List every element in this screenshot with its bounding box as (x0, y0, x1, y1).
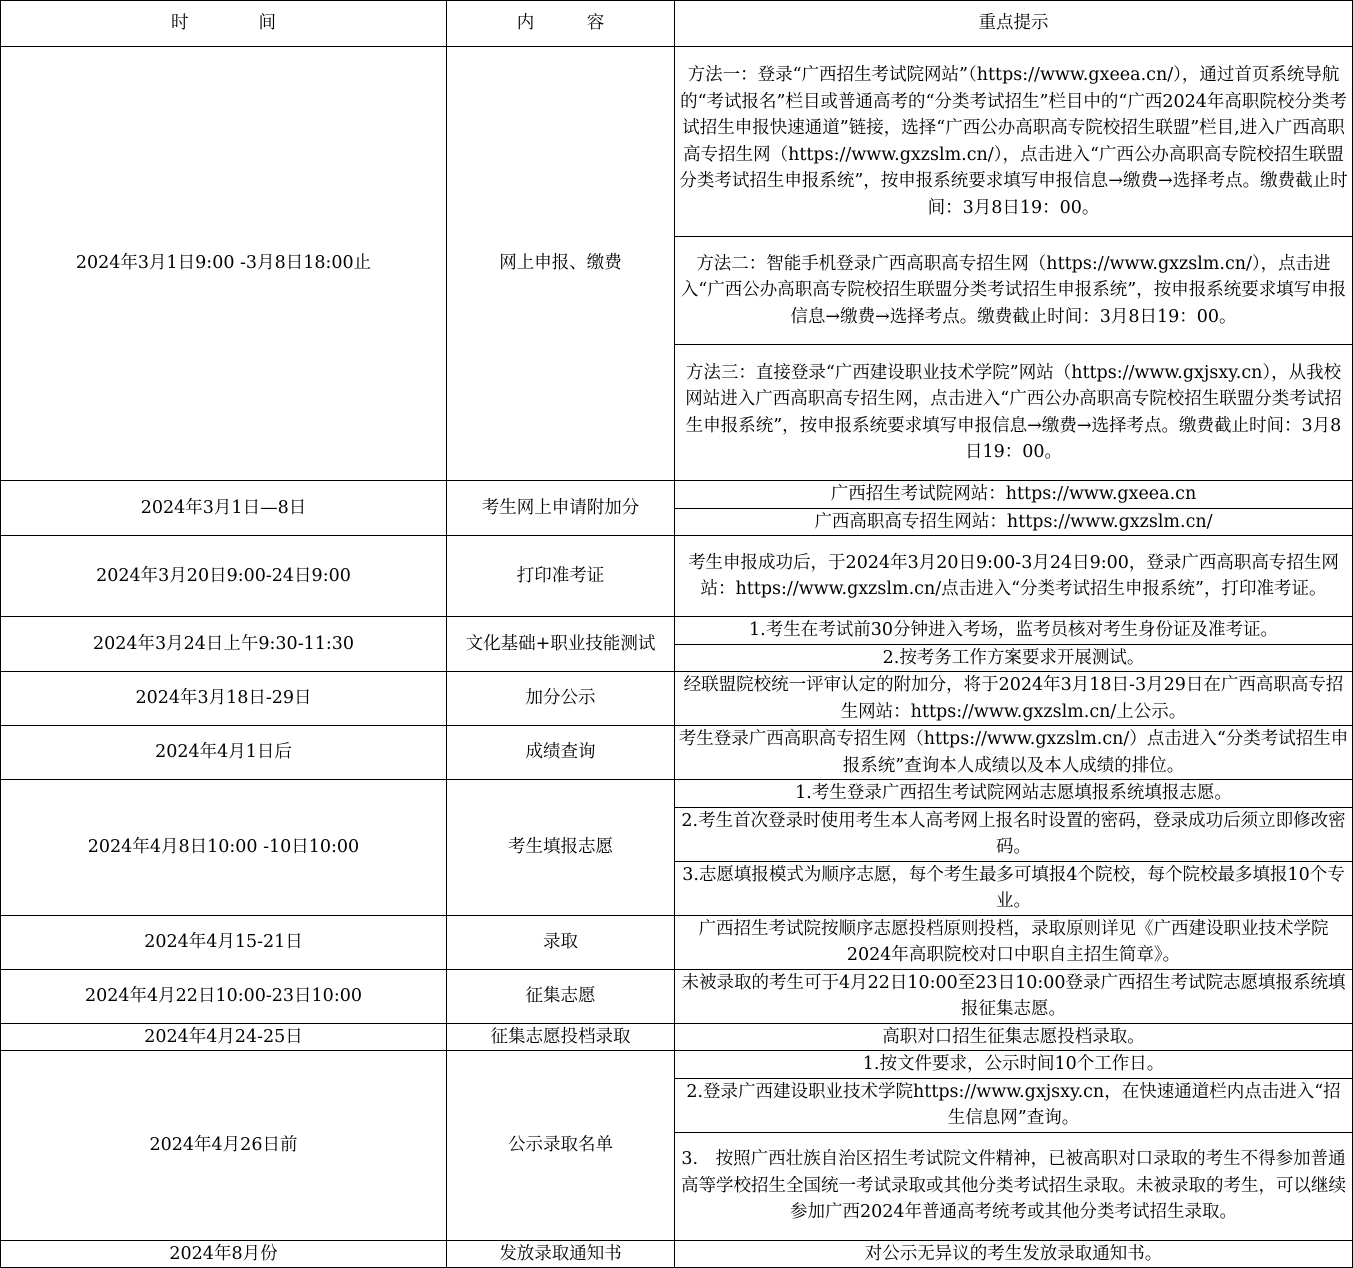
table-row (1, 1051, 1353, 1079)
notes-cell: 3.志愿填报模式为顺序志愿，每个考生最多可填报4个院校，每个院校最多填报10个专业。 (675, 861, 1353, 915)
notes-cell: 2.登录广西建设职业技术学院https://www.gxjsxy.cn，在快速通道栏内点击进入“招生信息网”查询。 (675, 1078, 1353, 1132)
table-row (1, 672, 1353, 726)
table-row (1, 780, 1353, 808)
notes-cell: 广西高职高专招生网站：https://www.gxzslm.cn/ (675, 508, 1353, 536)
notes-cell: 3. 按照广西壮族自治区招生考试院文件精神，已被高职对口录取的考生不得参加普通高等学校招生全国统一考试录取或其他分类考试招生录取。未被录取的考生，可以继续参加广西2024年普通高考统考或其他分类考试招生录取。 (675, 1132, 1353, 1240)
header-notes: 重点提示 (675, 1, 1353, 47)
table-row (1, 915, 1353, 969)
notes-cell: 广西招生考试院网站：https://www.gxeea.cn (675, 481, 1353, 509)
notes-cell: 1.按文件要求，公示时间10个工作日。 (675, 1051, 1353, 1079)
table-row (1, 726, 1353, 780)
time-cell: 2024年4月24-25日 (1, 1023, 447, 1051)
content-cell: 加分公示 (447, 672, 675, 726)
content-cell: 考生填报志愿 (447, 780, 675, 916)
notes-cell: 广西招生考试院按顺序志愿投档原则投档，录取原则详见《广西建设职业技术学院2024年高职院校对口中职自主招生简章》。 (675, 915, 1353, 969)
time-cell: 2024年3月1日9:00 -3月8日18:00止 (1, 47, 447, 481)
content-cell: 网上申报、缴费 (447, 47, 675, 481)
time-cell: 2024年3月18日-29日 (1, 672, 447, 726)
header-content: 内 容 (447, 1, 675, 47)
content-cell: 考生网上申请附加分 (447, 481, 675, 536)
notes-cell: 高职对口招生征集志愿投档录取。 (675, 1023, 1353, 1051)
notes-cell: 未被录取的考生可于4月22日10:00至23日10:00登录广西招生考试院志愿填报系统填报征集志愿。 (675, 969, 1353, 1023)
notes-cell: 方法二：智能手机登录广西高职高专招生网（https://www.gxzslm.cn/），点击进入“广西公办高职高专院校招生联盟分类考试招生申报系统”，按申报系统要求填写申报信息→缴费→选择考点。缴费截止时间：3月8日19：00。 (675, 237, 1353, 345)
table-row (1, 47, 1353, 237)
time-cell: 2024年8月份 (1, 1240, 447, 1268)
table-row (1, 1240, 1353, 1268)
table-row (1, 969, 1353, 1023)
time-cell: 2024年3月1日—8日 (1, 481, 447, 536)
content-cell: 录取 (447, 915, 675, 969)
content-cell: 文化基础+职业技能测试 (447, 617, 675, 672)
notes-cell: 方法一：登录“广西招生考试院网站”（https://www.gxeea.cn/），通过首页系统导航的“考试报名”栏目或普通高考的“分类考试招生”栏目中的“广西2024年高职院校分类考试招生申报快速通道”链接，选择“广西公办高职高专院校招生联盟”栏目,进入广西高职高专招生网（https://www.gxzslm.cn/），点击进入“广西公办高职高专院校招生联盟分类考试招生申报系统”，按申报系统要求填写申报信息→缴费→选择考点。缴费截止时间：3月8日19：00。 (675, 47, 1353, 237)
header-row (1, 1, 1353, 47)
table-row (1, 617, 1353, 645)
table-row (1, 481, 1353, 509)
content-cell: 成绩查询 (447, 726, 675, 780)
time-cell: 2024年3月24日上午9:30-11:30 (1, 617, 447, 672)
header-time: 时 间 (1, 1, 447, 47)
notes-cell: 1.考生在考试前30分钟进入考场，监考员核对考生身份证及准考证。 (675, 617, 1353, 645)
content-cell: 打印准考证 (447, 536, 675, 617)
time-cell: 2024年3月20日9:00-24日9:00 (1, 536, 447, 617)
notes-cell: 方法三：直接登录“广西建设职业技术学院”网站（https://www.gxjsxy.cn），从我校网站进入广西高职高专招生网，点击进入“广西公办高职高专院校招生联盟分类考试招生申报系统”，按申报系统要求填写申报信息→缴费→选择考点。缴费截止时间：3月8日19：00。 (675, 345, 1353, 481)
content-cell: 征集志愿 (447, 969, 675, 1023)
notes-cell: 考生申报成功后，于2024年3月20日9:00-3月24日9:00，登录广西高职高专招生网站：https://www.gxzslm.cn/点击进入“分类考试招生申报系统”，打印准考证。 (675, 536, 1353, 617)
notes-cell: 2.考生首次登录时使用考生本人高考网上报名时设置的密码，登录成功后须立即修改密码。 (675, 807, 1353, 861)
time-cell: 2024年4月8日10:00 -10日10:00 (1, 780, 447, 916)
content-cell: 发放录取通知书 (447, 1240, 675, 1268)
notes-cell: 对公示无异议的考生发放录取通知书。 (675, 1240, 1353, 1268)
content-cell: 公示录取名单 (447, 1051, 675, 1241)
notes-cell: 经联盟院校统一评审认定的附加分，将于2024年3月18日-3月29日在广西高职高专招生网站：https://www.gxzslm.cn/上公示。 (675, 672, 1353, 726)
table-row (1, 536, 1353, 617)
time-cell: 2024年4月15-21日 (1, 915, 447, 969)
time-cell: 2024年4月26日前 (1, 1051, 447, 1241)
notes-cell: 2.按考务工作方案要求开展测试。 (675, 644, 1353, 672)
content-cell: 征集志愿投档录取 (447, 1023, 675, 1051)
notes-cell: 1.考生登录广西招生考试院网站志愿填报系统填报志愿。 (675, 780, 1353, 808)
notes-cell: 考生登录广西高职高专招生网（https://www.gxzslm.cn/）点击进入“分类考试招生申报系统”查询本人成绩以及本人成绩的排位。 (675, 726, 1353, 780)
time-cell: 2024年4月22日10:00-23日10:00 (1, 969, 447, 1023)
table-row (1, 1023, 1353, 1051)
time-cell: 2024年4月1日后 (1, 726, 447, 780)
